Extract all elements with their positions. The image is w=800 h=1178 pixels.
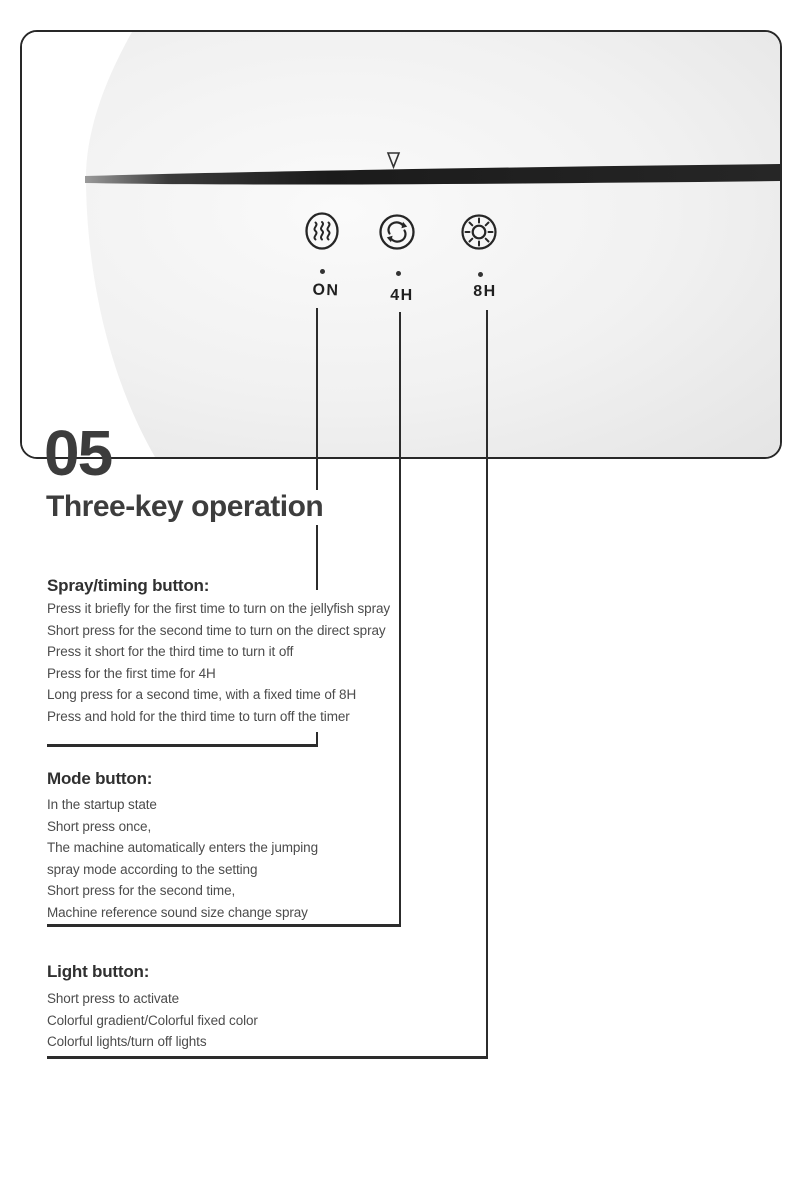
spray-section-heading: Spray/timing button: (47, 576, 210, 595)
mode-line: Short press once, (47, 818, 152, 834)
connector-line-spray (316, 308, 318, 590)
product-photo-frame (20, 30, 782, 459)
spray-line: Long press for a second time, with a fixed time of 8H (47, 687, 357, 702)
step-number: 05 (44, 417, 112, 489)
spray-line: Short press for the second time to turn on the direct spray (47, 622, 386, 638)
mode-button-label: 4H (390, 287, 414, 304)
spray-section-underline (47, 744, 318, 747)
page-title: Three-key operation (46, 490, 329, 525)
mode-icon (377, 212, 417, 252)
spray-icon (302, 211, 342, 251)
light-line: Colorful lights/turn off lights (47, 1034, 207, 1049)
mode-section-body (47, 794, 318, 923)
light-section-heading: Light button: (47, 962, 150, 981)
light-line: Short press to activate (47, 991, 180, 1006)
spray-line: Press it short for the third time to turn it off (47, 644, 294, 659)
spray-line: Press for the first time for 4H (47, 665, 216, 681)
mode-section-heading: Mode button: (47, 769, 153, 788)
spray-indicator-dot (320, 269, 325, 274)
spray-line: Press it briefly for the first time to turn on the jellyfish spray (47, 601, 391, 616)
mode-section-underline (47, 924, 401, 927)
mode-line: The machine automatically enters the jumping (47, 840, 318, 855)
light-button-label: 8H (473, 283, 497, 300)
mode-line: In the startup state (47, 797, 157, 812)
mode-line: Machine reference sound size change spray (47, 904, 308, 920)
spray-section-body (47, 598, 390, 727)
connector-line-light (486, 310, 488, 1059)
mode-line: Short press for the second time, (47, 883, 236, 898)
light-icon (459, 212, 499, 252)
light-indicator-dot (478, 272, 483, 277)
spray-underline-tick (316, 732, 318, 744)
light-line: Colorful gradient/Colorful fixed color (47, 1012, 258, 1028)
light-section-underline (47, 1056, 488, 1059)
spray-line: Press and hold for the third time to turn off the timer (47, 708, 350, 724)
spray-button-label: ON (312, 281, 340, 300)
mode-indicator-dot (396, 271, 401, 276)
light-section-body (47, 988, 258, 1053)
mode-line: spray mode according to the setting (47, 861, 258, 877)
connector-line-mode (399, 312, 401, 927)
